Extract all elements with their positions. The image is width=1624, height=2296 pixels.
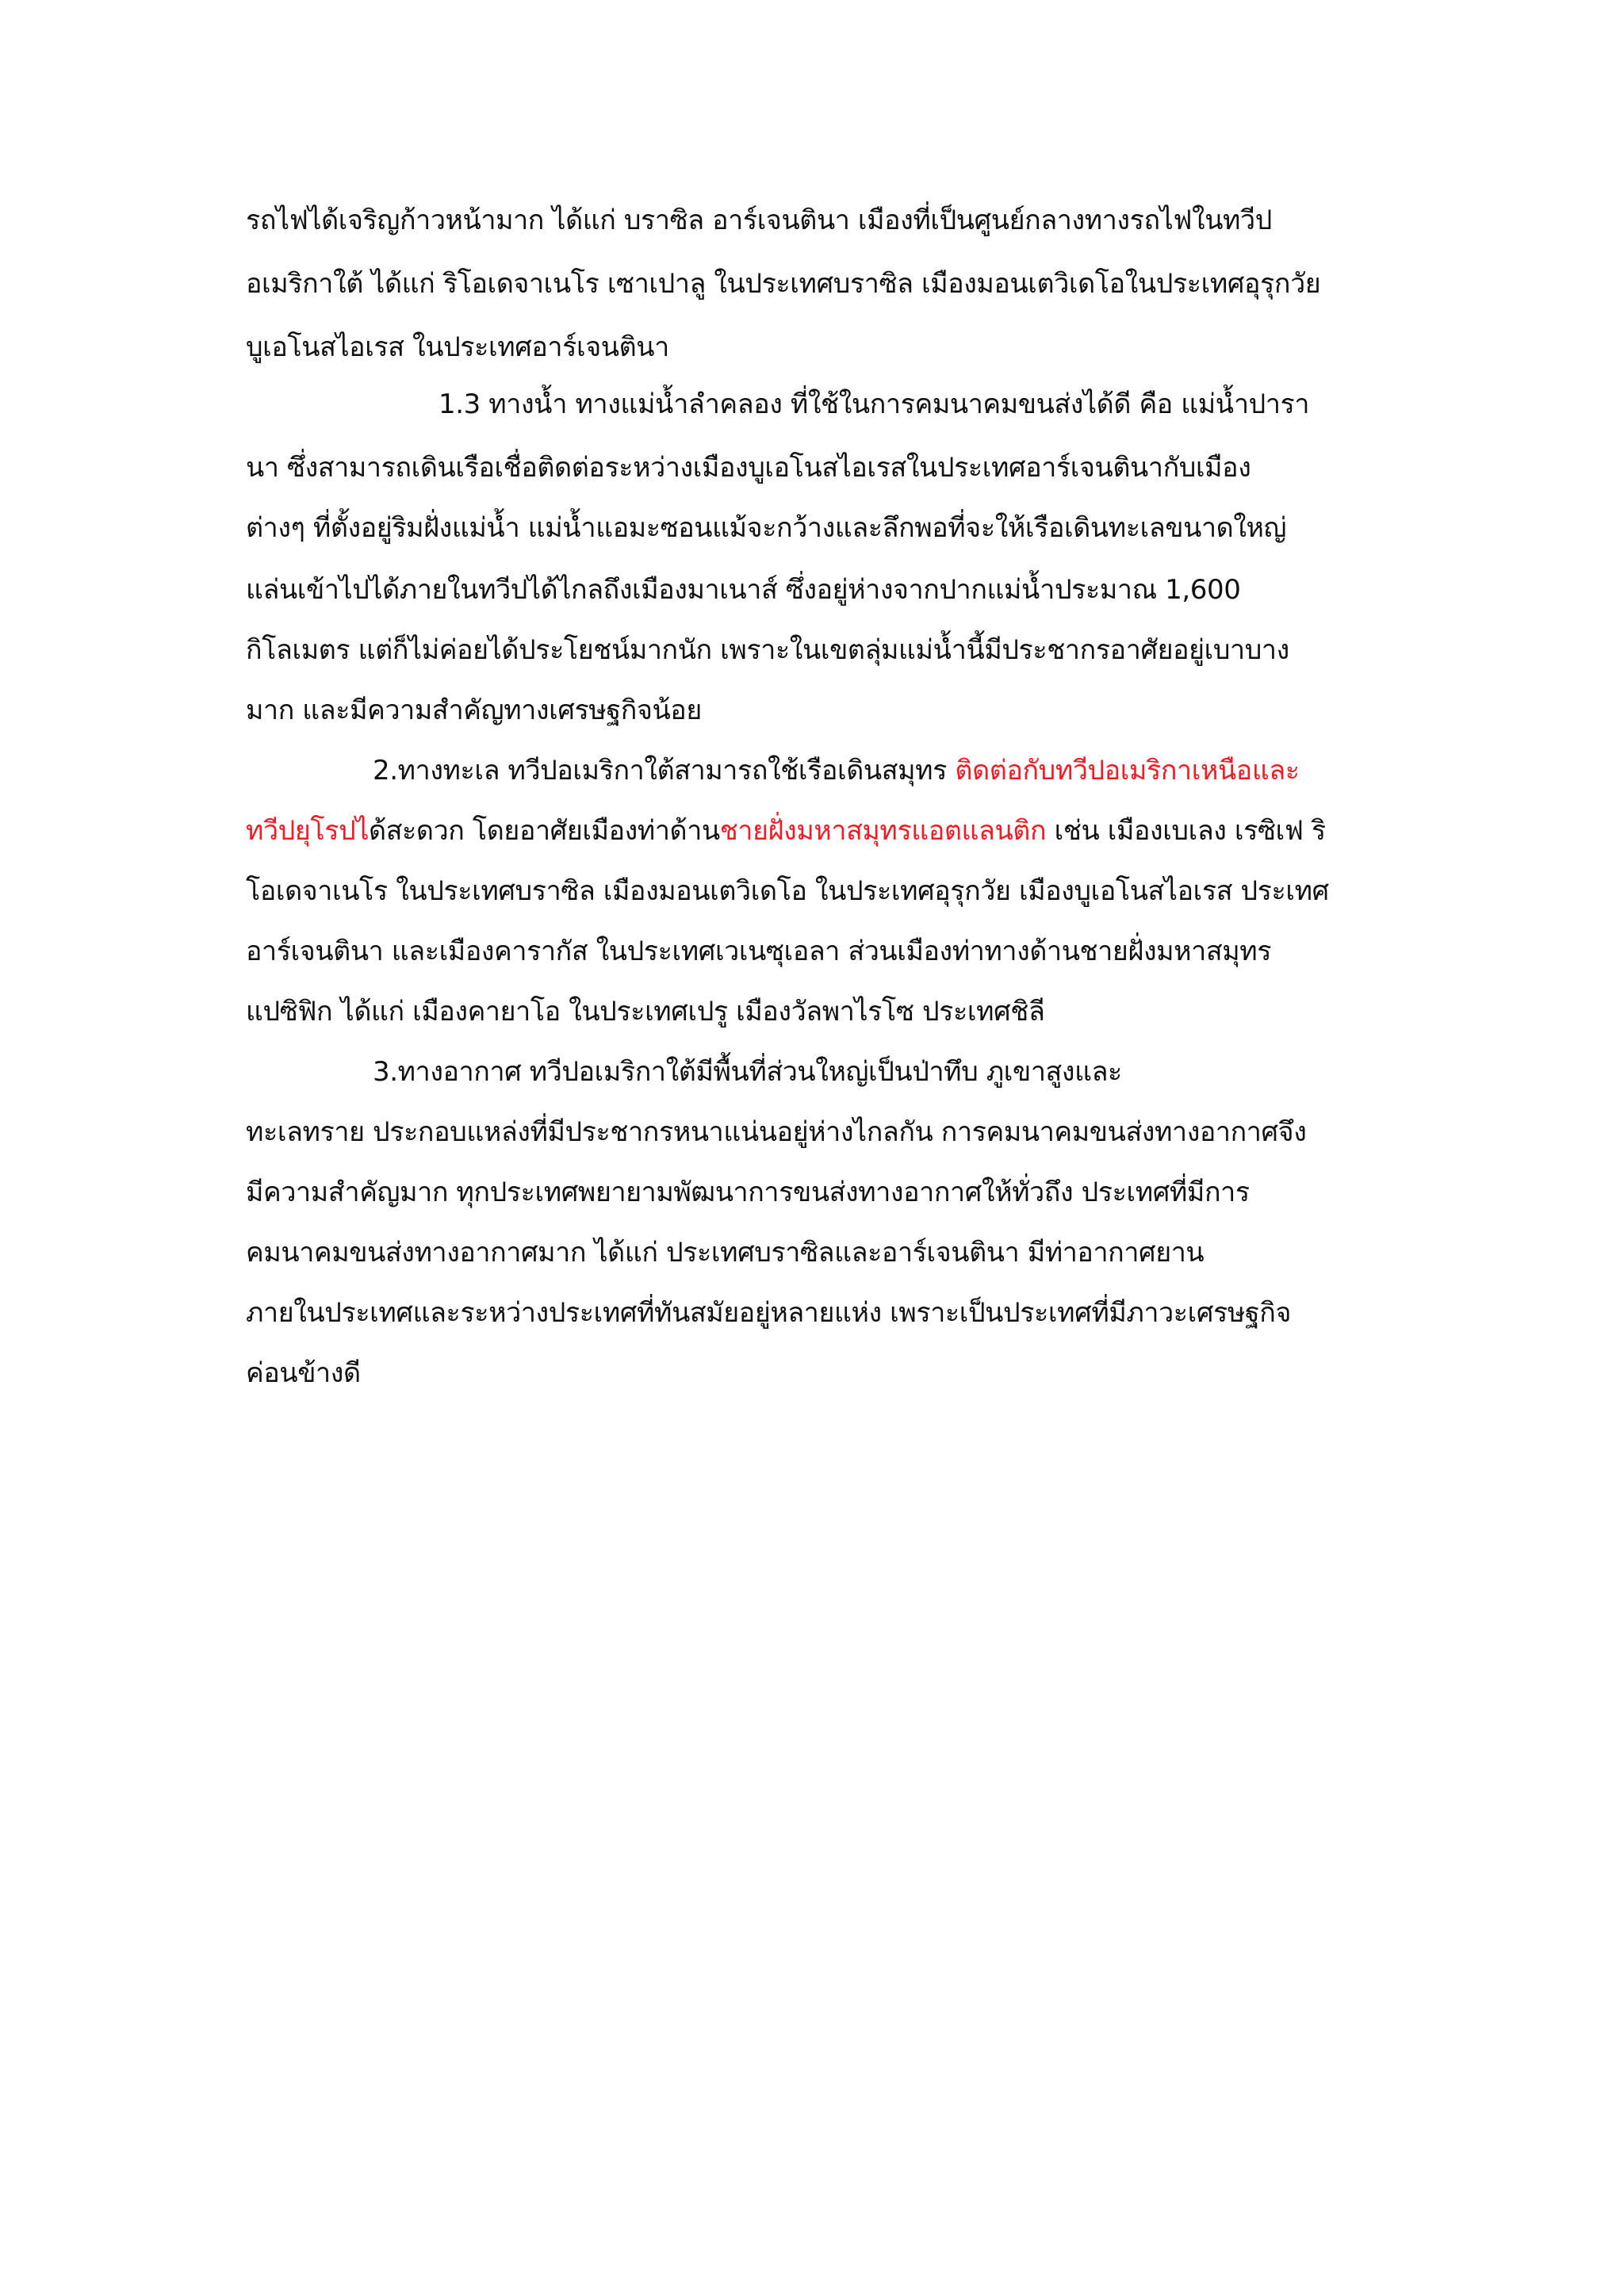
text-run: มีความสำคัญมาก ทุกประเทศพยายามพัฒนาการขนส่งทางอากาศให้ทั่วถึง ประเทศที่มีการ (246, 1177, 1250, 1208)
paragraph-line (246, 1235, 1204, 1270)
text-run: ภายในประเทศและระหว่างประเทศที่ทันสมัยอยู่หลายแห่ง เพราะเป็นประเทศที่มีภาวะเศรษฐกิจ (246, 1297, 1291, 1329)
text-run: ทะเลทราย ประกอบแหล่งที่มีประชากรหนาแน่นอยู่ห่างไกลกัน การคมนาคมขนส่งทางอากาศจึง (246, 1116, 1307, 1148)
paragraph-line (246, 994, 1044, 1029)
paragraph-line (246, 203, 1272, 238)
text-run: อเมริกาใต้ ได้แก่ ริโอเดจาเนโร เซาเปาลู ในประเทศบราซิล เมืองมอนเตวิเดโอในประเทศอุรุกวัย (246, 268, 1321, 300)
paragraph-line (246, 330, 669, 365)
text-run: 2.ทางทะเล ทวีปอเมริกาใต้สามารถใช้เรือเดินสมุทร (373, 755, 956, 786)
text-run: เช่น เมืองเบเลง เรซิเฟ ริ (1046, 815, 1326, 847)
text-run: ต่างๆ ที่ตั้งอยู่ริมฝั่งแม่น้ำ แม่น้ำแอมะซอนแม้จะกว้างและลึกพอที่จะให้เรือเดินทะเลขนาดใหญ่ (246, 512, 1287, 544)
paragraph-line (246, 1356, 361, 1391)
text-run: ด้สะดวก โดยอาศัยเมืองท่าด้าน (369, 815, 720, 847)
text-run: 1.3 ทางน้ำ ทางแม่น้ำลำคลอง ที่ใช้ในการคมนาคมขนส่งได้ดี คือ แม่น้ำปารา (439, 388, 1310, 420)
paragraph-line (246, 813, 1326, 848)
text-run: 3.ทางอากาศ ทวีปอเมริกาใต้มีพื้นที่ส่วนใหญ่เป็นป่าทึบ ภูเขาสูงและ (373, 1056, 1122, 1088)
paragraph-line (246, 1175, 1250, 1210)
section-heading-line (439, 387, 1309, 422)
section-heading-line (373, 753, 1300, 788)
paragraph-line (246, 934, 1271, 969)
text-run: คมนาคมขนส่งทางอากาศมาก ได้แก่ ประเทศบราซิลและอาร์เจนตินา มีท่าอากาศยาน (246, 1237, 1205, 1269)
paragraph-line (246, 1115, 1306, 1150)
text-run: อาร์เจนตินา และเมืองคารากัส ในประเทศเวเนซุเอลา ส่วนเมืองท่าทางด้านชายฝั่งมหาสมุทร (246, 936, 1272, 967)
paragraph-line (246, 874, 1329, 909)
section-heading-line (373, 1054, 1122, 1089)
text-run: มาก และมีความสำคัญทางเศรษฐกิจน้อย (246, 695, 702, 726)
paragraph-line (246, 511, 1286, 545)
paragraph-line (246, 450, 1251, 485)
paragraph-line (246, 1295, 1291, 1330)
highlighted-text: ติดต่อกับทวีปอเมริกาเหนือและ (955, 755, 1300, 786)
text-run: รถไฟได้เจริญก้าวหน้ามาก ได้แก่ บราซิล อาร์เจนตินา เมืองที่เป็นศูนย์กลางทางรถไฟในทวีป (246, 205, 1272, 236)
text-run: แล่นเข้าไปได้ภายในทวีปได้ไกลถึงเมืองมาเนาส์ ซึ่งอยู่ห่างจากปากแม่น้ำประมาณ 1,600 (246, 574, 1241, 606)
paragraph-line (246, 266, 1320, 301)
text-run: บูเอโนสไอเรส ในประเทศอาร์เจนตินา (246, 331, 669, 363)
paragraph-line (246, 633, 1289, 668)
highlighted-text: ชายฝั่งมหาสมุทรแอตแลนติก (719, 815, 1047, 847)
paragraph-line (246, 693, 702, 728)
text-run: โอเดจาเนโร ในประเทศบราซิล เมืองมอนเตวิเดโอ ในประเทศอุรุกวัย เมืองบูเอโนสไอเรส ประเทศ (246, 875, 1329, 907)
text-run: นา ซึ่งสามารถเดินเรือเชื่อติดต่อระหว่างเมืองบูเอโนสไอเรสในประเทศอาร์เจนตินากับเมือง (246, 452, 1251, 484)
text-run: กิโลเมตร แต่ก็ไม่ค่อยได้ประโยชน์มากนัก เพราะในเขตลุ่มแม่น้ำนี้มีประชากรอาศัยอยู่เบาบาง (246, 634, 1289, 666)
text-run: ค่อนข้างดี (246, 1357, 361, 1389)
text-run: แปซิฟิก ได้แก่ เมืองคายาโอ ในประเทศเปรู เมืองวัลพาไรโซ ประเทศชิลี (246, 996, 1045, 1027)
highlighted-text: ทวีปยุโรปไ (246, 815, 370, 847)
paragraph-line (246, 572, 1240, 607)
